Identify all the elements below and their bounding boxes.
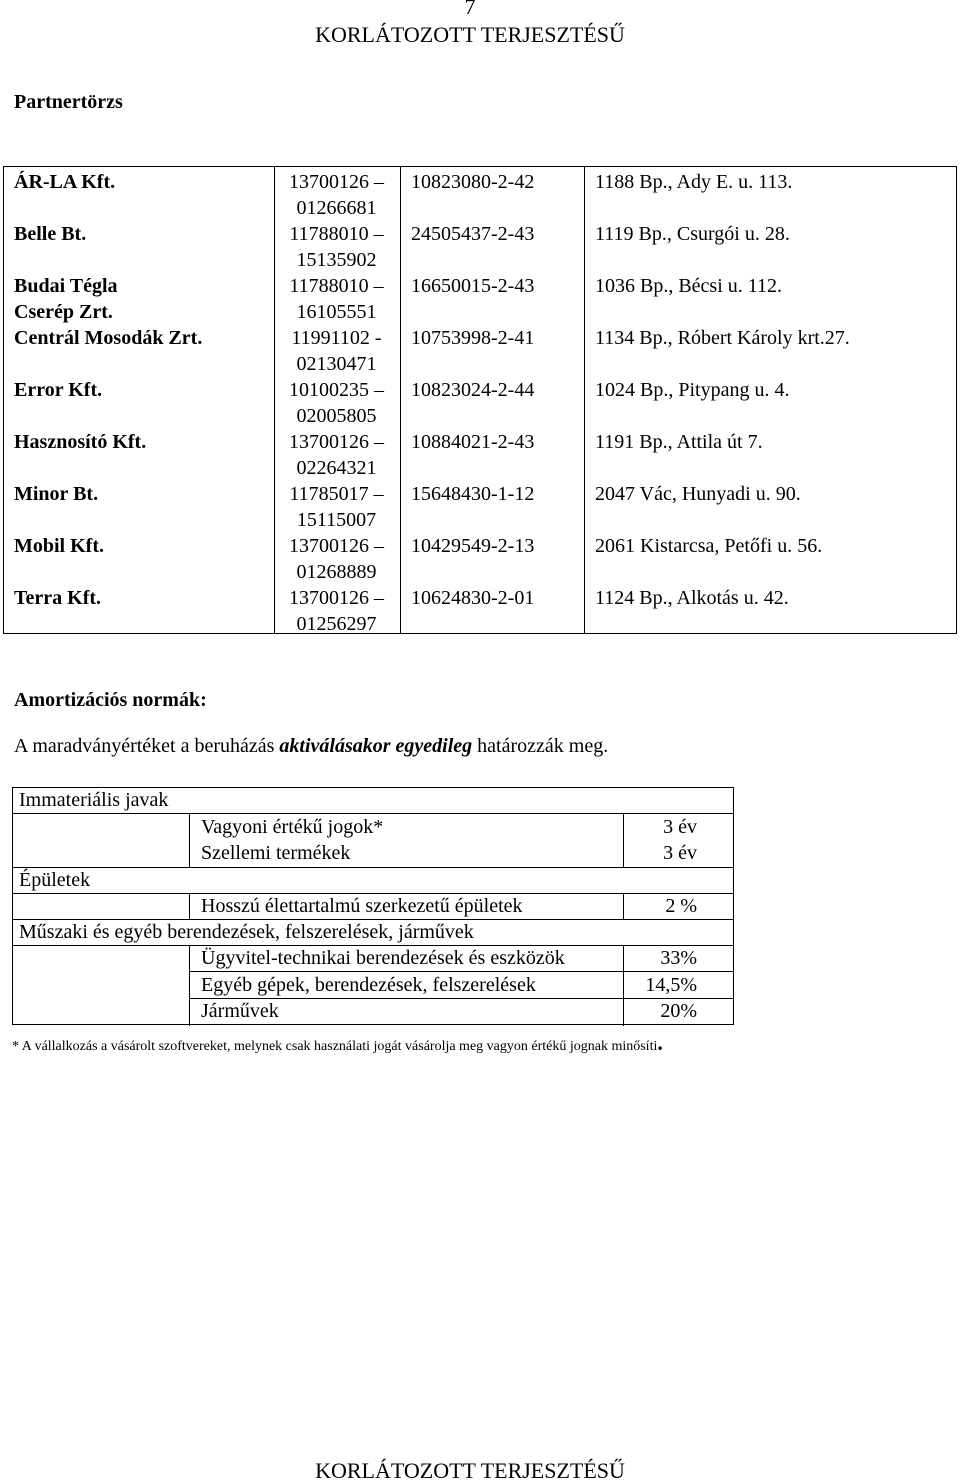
tax-id: 10624830-2-01: [411, 587, 535, 609]
partner-name: Error Kft.: [14, 379, 103, 401]
footnote: * A vállalkozás a vásárolt szoftvereket, melynek csak használati jogát vásárolja meg vagyon értékű jognak minősíti.: [12, 1030, 663, 1055]
partner-name: Budai Tégla Cserép Zrt.: [14, 275, 118, 323]
registration-number: 13700126 – 01266681: [289, 171, 384, 219]
tax-id: 16650015-2-43: [411, 275, 535, 297]
tax-id: 10429549-2-13: [411, 535, 535, 557]
registration-number: 10100235 – 02005805: [289, 379, 384, 427]
table-row: [4, 583, 956, 635]
address: 1036 Bp., Bécsi u. 112.: [595, 275, 783, 297]
asset-label: Vagyoni értékű jogok*: [201, 816, 384, 838]
rate-value: 33%: [660, 947, 697, 969]
partners-heading: Partnertörzs: [14, 91, 123, 113]
category-label: Műszaki és egyéb berendezések, felszerelések, járművek: [19, 921, 474, 943]
registration-number: 11991102 - 02130471: [291, 327, 382, 375]
amortization-heading: Amortizációs normák:: [14, 689, 207, 711]
partner-name: Mobil Kft.: [14, 535, 104, 557]
address: 1124 Bp., Alkotás u. 42.: [595, 587, 789, 609]
address: 1134 Bp., Róbert Károly krt.27.: [595, 327, 850, 349]
asset-label: Járművek: [201, 1000, 279, 1022]
classification-header: KORLÁTOZOTT TERJESZTÉSŰ: [315, 22, 625, 47]
address: 2061 Kistarcsa, Petőfi u. 56.: [595, 535, 823, 557]
registration-number: 11788010 – 16105551: [289, 275, 384, 323]
rate-value: 3 év: [663, 842, 697, 864]
tax-id: 10884021-2-43: [411, 431, 535, 453]
asset-label: Ügyvitel-technikai berendezések és eszközök: [201, 947, 565, 969]
asset-label: Hosszú élettartalmú szerkezetű épületek: [201, 895, 523, 917]
asset-label: Szellemi termékek: [201, 842, 351, 864]
partner-name: Minor Bt.: [14, 483, 99, 505]
emphasis-text: aktiválásakor egyedileg: [279, 735, 473, 757]
address: 1024 Bp., Pitypang u. 4.: [595, 379, 790, 401]
address: 1188 Bp., Ady E. u. 113.: [595, 171, 793, 193]
table-row: [4, 167, 956, 219]
rate-value: 3 év: [663, 816, 697, 838]
table-row: [4, 375, 956, 427]
registration-number: 11785017 – 15115007: [289, 483, 384, 531]
table-row: [4, 323, 956, 375]
category-label: Immateriális javak: [19, 789, 169, 811]
classification-footer: KORLÁTOZOTT TERJESZTÉSŰ: [315, 1458, 625, 1483]
category-label: Épületek: [19, 869, 91, 891]
partner-name: Hasznosító Kft.: [14, 431, 147, 453]
table-row: [4, 531, 956, 583]
rate-value: 2 %: [665, 895, 697, 917]
partner-table: [3, 166, 957, 634]
address: 2047 Vác, Hunyadi u. 90.: [595, 483, 801, 505]
partner-name: Belle Bt.: [14, 223, 87, 245]
table-row: [4, 427, 956, 479]
table-row: [4, 219, 956, 271]
tax-id: 10823080-2-42: [411, 171, 535, 193]
tax-id: 10823024-2-44: [411, 379, 535, 401]
page-number: 7: [464, 0, 476, 19]
table-row: [4, 271, 956, 323]
partner-name: Centrál Mosodák Zrt.: [14, 327, 203, 349]
rate-value: 14,5%: [645, 974, 697, 996]
table-row: [4, 479, 956, 531]
address: 1191 Bp., Attila út 7.: [595, 431, 763, 453]
registration-number: 13700126 – 01268889: [289, 535, 384, 583]
registration-number: 13700126 – 01256297: [289, 587, 384, 635]
tax-id: 24505437-2-43: [411, 223, 535, 245]
asset-label: Egyéb gépek, berendezések, felszerelések: [201, 974, 536, 996]
rate-value: 20%: [660, 1000, 697, 1022]
address: 1119 Bp., Csurgói u. 28.: [595, 223, 790, 245]
amortization-intro: A maradványértéket a beruházás aktiválásakor egyedileg határozzák meg.: [14, 735, 609, 757]
partner-name: ÁR-LA Kft.: [14, 171, 116, 193]
partner-name: Terra Kft.: [14, 587, 102, 609]
amortization-table: [12, 787, 734, 1025]
registration-number: 13700126 – 02264321: [289, 431, 384, 479]
tax-id: 10753998-2-41: [411, 327, 535, 349]
registration-number: 11788010 – 15135902: [289, 223, 384, 271]
tax-id: 15648430-1-12: [411, 483, 535, 505]
